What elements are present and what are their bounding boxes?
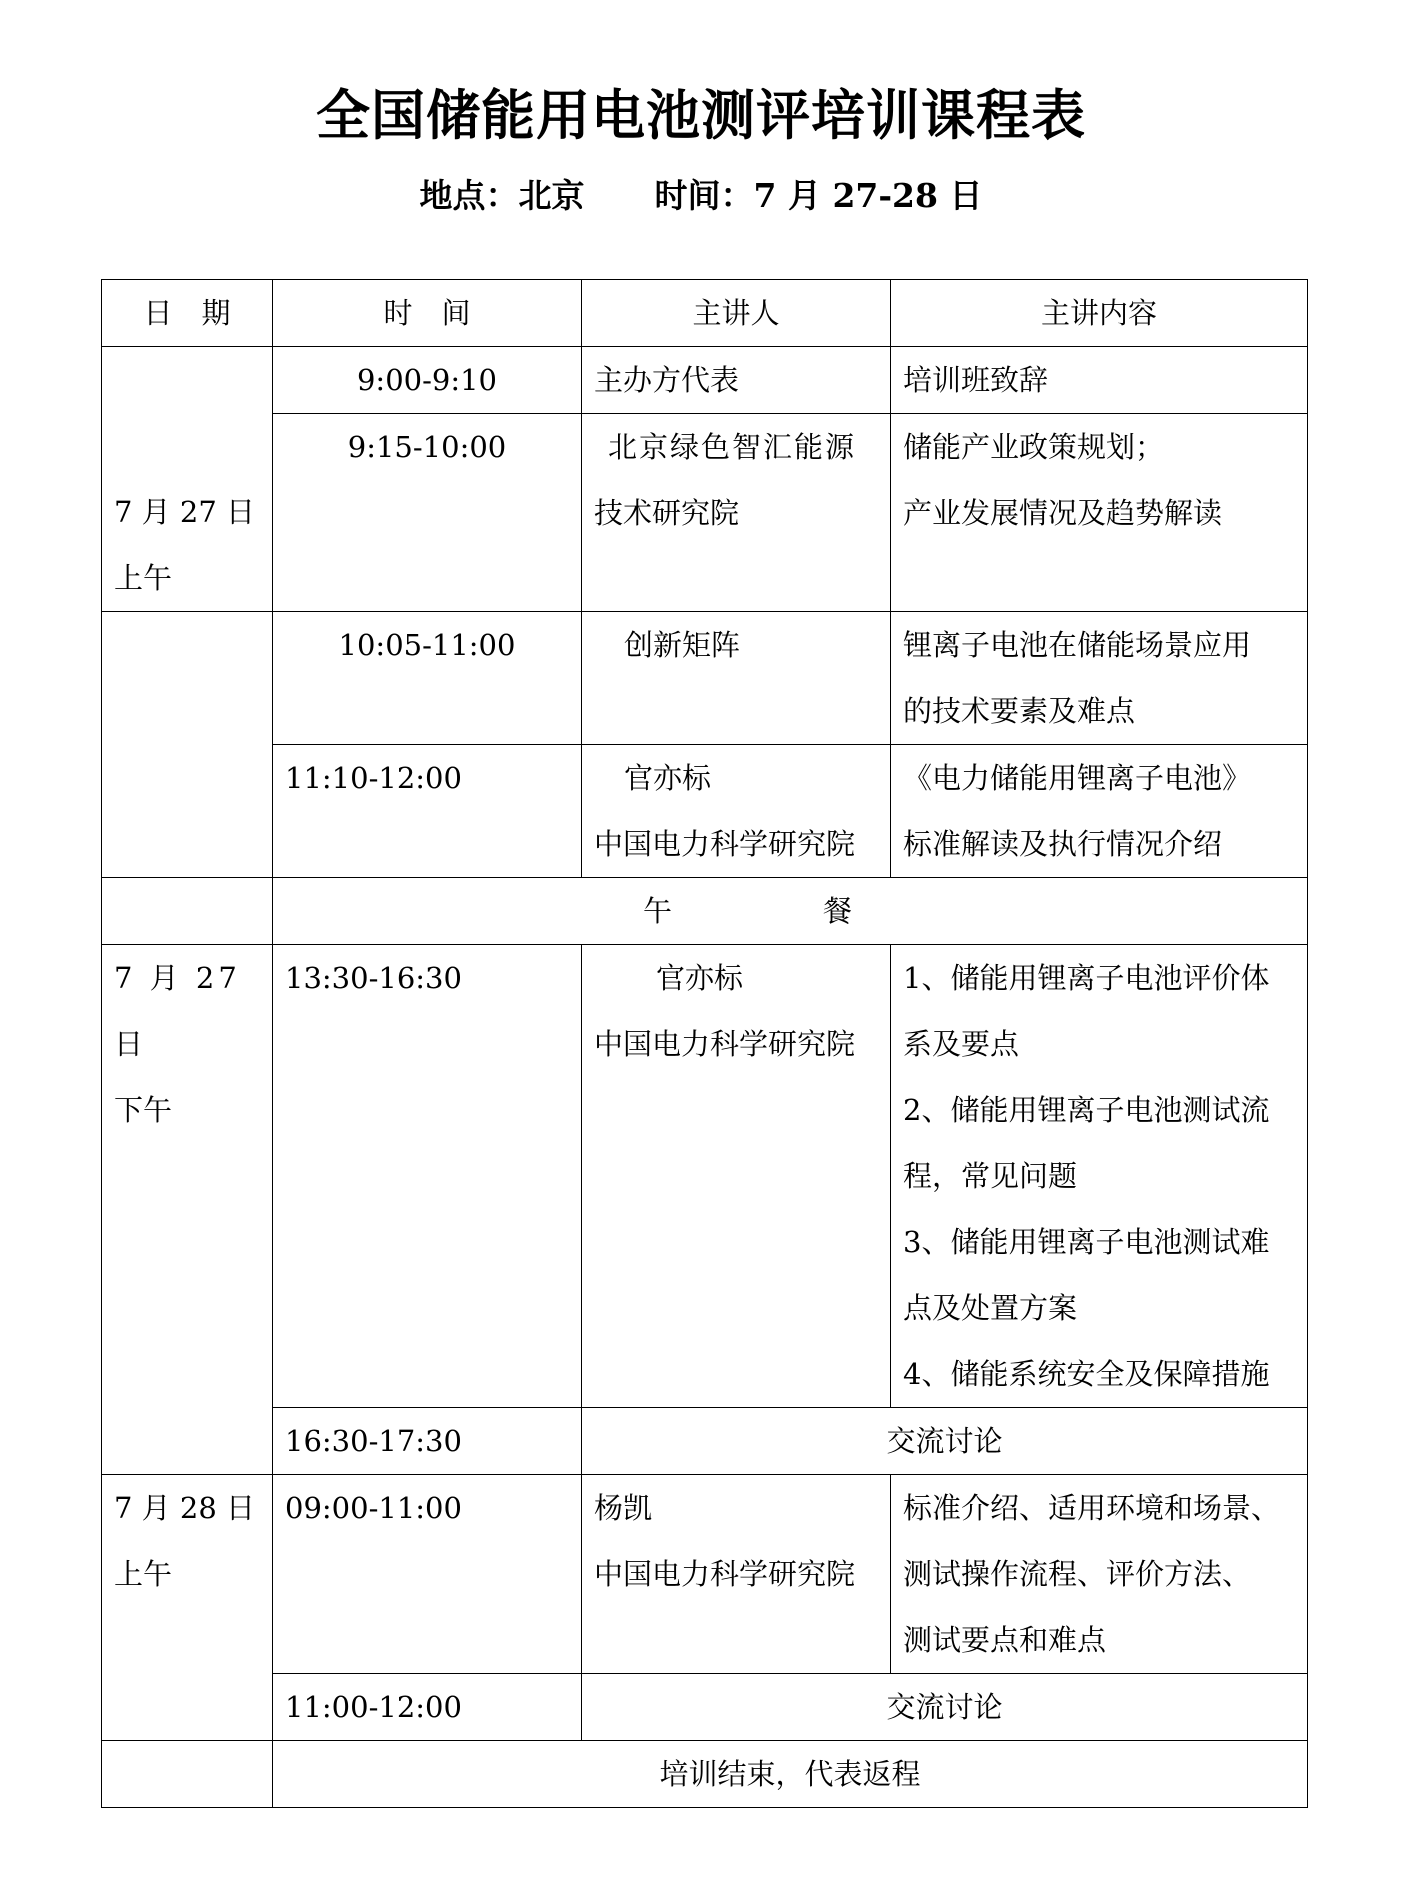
content-line: 锂离子电池在储能场景应用 [903, 628, 1252, 662]
header-row [102, 280, 1308, 347]
table-row [102, 945, 1308, 1408]
time-cell: 11:00-12:00 [273, 1674, 582, 1741]
date-cell-empty [102, 612, 273, 878]
discussion-cell: 交流讨论 [582, 1408, 1308, 1475]
content-line: 1、储能用锂离子电池评价体 [903, 961, 1270, 995]
speaker-cell [582, 347, 891, 414]
content-line: 《电力储能用锂离子电池》 [903, 761, 1252, 795]
speaker-cell [582, 414, 891, 612]
time-cell: 11:10-12:00 [273, 745, 582, 878]
date-cell-empty [102, 878, 273, 945]
header-speaker: 主讲人 [582, 280, 891, 347]
speaker-line: 创新矩阵 [624, 628, 741, 662]
header-time: 时 间 [273, 280, 582, 347]
content-line: 的技术要素及难点 [903, 694, 1136, 728]
date-cell-d1-am [102, 347, 273, 612]
closing-cell: 培训结束，代表返程 [273, 1741, 1308, 1808]
speaker-cell [582, 1475, 891, 1674]
speaker-line: 中国电力科学研究院 [594, 1027, 856, 1061]
table-row [102, 745, 1308, 878]
time-cell: 9:15-10:00 [273, 414, 582, 612]
content-line: 测试操作流程、评价方法、 [903, 1557, 1252, 1591]
page-title: 全国储能用电池测评培训课程表 [316, 83, 1086, 147]
time-cell: 10:05-11:00 [273, 612, 582, 745]
date-cell-d2-am [102, 1475, 273, 1741]
content-line: 标准介绍、适用环境和场景、 [903, 1491, 1281, 1525]
date-cell-empty [102, 1741, 273, 1808]
speaker-line: 中国电力科学研究院 [594, 1557, 856, 1591]
content-cell [891, 1475, 1308, 1674]
time-cell: 16:30-17:30 [273, 1408, 582, 1475]
content-line: 程，常见问题 [903, 1159, 1078, 1193]
closing-row [102, 1741, 1308, 1808]
content-line: 储能产业政策规划； [903, 430, 1165, 464]
schedule-table [101, 279, 1308, 1808]
speaker-line: 主办方代表 [594, 363, 740, 397]
table-row [102, 1674, 1308, 1741]
content-line: 3、储能用锂离子电池测试难 [903, 1225, 1270, 1259]
table-row [102, 612, 1308, 745]
date-line: 7 月 28 日 [114, 1491, 256, 1525]
header-date: 日 期 [102, 280, 273, 347]
time-cell: 9:00-9:10 [273, 347, 582, 414]
lunch-char: 餐 [823, 894, 853, 928]
table-row [102, 1408, 1308, 1475]
speaker-line: 杨凯 [594, 1491, 653, 1525]
date-cell-d1-pm [102, 945, 273, 1475]
content-line: 4、储能系统安全及保障措施 [903, 1357, 1270, 1391]
content-cell [891, 612, 1308, 745]
content-cell [891, 945, 1308, 1408]
speaker-line: 官亦标 [656, 961, 744, 995]
speaker-line: 中国电力科学研究院 [594, 827, 856, 861]
date-line: 7 月 27 日 [114, 495, 256, 529]
lunch-cell [273, 878, 1308, 945]
content-line: 产业发展情况及趋势解读 [903, 496, 1223, 530]
date-line: 下午 [114, 1093, 173, 1127]
subtitle [0, 172, 1402, 220]
content-line: 2、储能用锂离子电池测试流 [903, 1093, 1270, 1127]
content-line: 点及处置方案 [903, 1291, 1078, 1325]
speaker-line: 北京绿色智汇能源 [608, 430, 857, 464]
date-line: 上午 [114, 561, 173, 595]
lunch-row [102, 878, 1308, 945]
lunch-char: 午 [643, 894, 673, 928]
time-cell: 13:30-16:30 [273, 945, 582, 1408]
date-line: 7 月 27 日 [114, 961, 241, 1061]
speaker-cell [582, 612, 891, 745]
location-text: 地点：北京 [419, 176, 585, 215]
time-text: 时间：7 月 27-28 日 [654, 176, 983, 215]
table-row [102, 347, 1308, 414]
speaker-cell [582, 745, 891, 878]
content-cell [891, 414, 1308, 612]
table-row [102, 414, 1308, 612]
speaker-line: 官亦标 [624, 761, 712, 795]
content-line: 系及要点 [903, 1027, 1020, 1061]
header-content: 主讲内容 [891, 280, 1308, 347]
date-line: 上午 [114, 1557, 173, 1591]
content-cell [891, 347, 1308, 414]
table-row [102, 1475, 1308, 1674]
time-cell: 09:00-11:00 [273, 1475, 582, 1674]
content-line: 测试要点和难点 [903, 1623, 1107, 1657]
speaker-line: 技术研究院 [594, 496, 740, 530]
speaker-cell [582, 945, 891, 1408]
content-cell [891, 745, 1308, 878]
content-line: 培训班致辞 [903, 363, 1049, 397]
content-line: 标准解读及执行情况介绍 [903, 827, 1223, 861]
discussion-cell: 交流讨论 [582, 1674, 1308, 1741]
